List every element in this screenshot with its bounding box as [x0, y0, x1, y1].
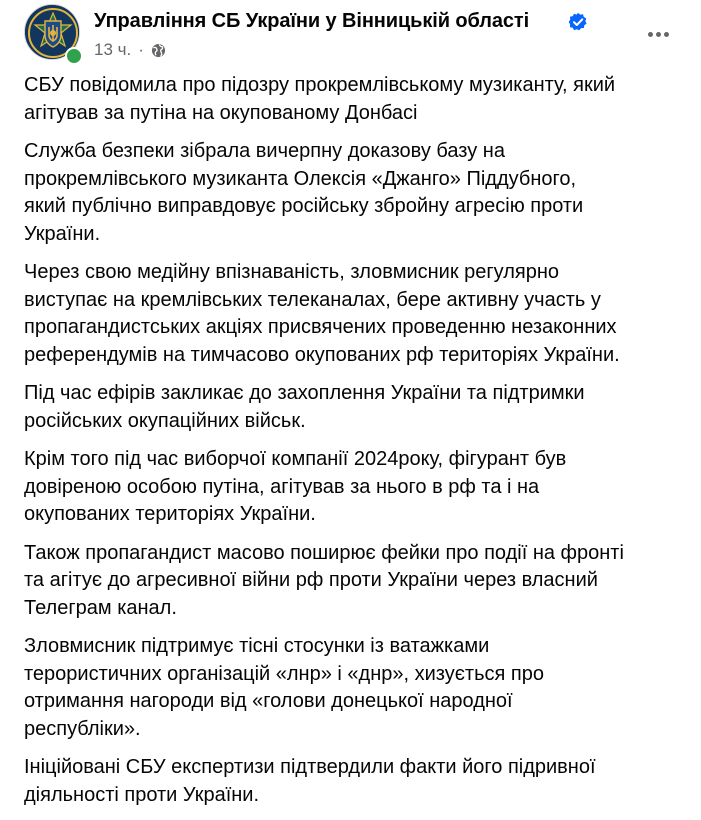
post-paragraph: Під час ефірів закликає до захоплення України та підтримки російських окупаційних військ. — [24, 382, 585, 432]
post-time[interactable]: 13 ч. — [94, 40, 132, 59]
more-options-icon-dot — [656, 32, 661, 37]
post-body — [24, 72, 684, 820]
post-paragraph: Ініційовані СБУ експертизи підтвердили факти його підривної діяльності проти України. — [24, 756, 596, 806]
more-options-icon — [648, 32, 653, 37]
post-paragraph: Крім того під час виборчої компанії 2024року, фігурант був довіреною особою путіна, агітував за нього в рф та і на окупованих територіях України. — [24, 448, 567, 525]
post-header — [24, 4, 684, 68]
more-options-button[interactable] — [640, 16, 676, 52]
post-paragraph: СБУ повідомила про підозру прокремлівському музиканту, який агітував за путіна на окупованому Донбасі — [24, 74, 616, 124]
post-paragraph: Служба безпеки зібрала вичерпну доказову базу на прокремлівського музиканта Олексія «Джанго» Піддубного, який публічно виправдовує російську збройну агресію проти України. — [24, 140, 584, 245]
post-paragraph: Через свою медійну впізнаваність, зловмисник регулярно виступає на кремлівських телеканалах, бере активну участь у пропагандистських акціях присвячених проведенню незаконних референдумів на тимчасово окупованих рф територіях України. — [24, 261, 620, 366]
globe-icon[interactable] — [151, 43, 166, 58]
post-paragraph: Зловмисник підтримує тісні стосунки із ватажками терористичних організацій «лнр» і «днр», хизується про отримання нагороди від «голови донецької народної республіки». — [24, 635, 544, 740]
online-status-indicator — [65, 47, 83, 65]
more-options-icon-dot — [664, 32, 669, 37]
meta-separator: · — [138, 40, 144, 59]
verified-badge-icon — [568, 12, 588, 32]
post-paragraph: Також пропагандист масово поширює фейки про події на фронті та агітує до агресивної війни рф проти України через власний Телеграм канал. — [24, 541, 624, 619]
page-name-link[interactable]: Управління СБ України у Вінницькій області — [94, 10, 530, 32]
post-meta — [94, 40, 166, 60]
